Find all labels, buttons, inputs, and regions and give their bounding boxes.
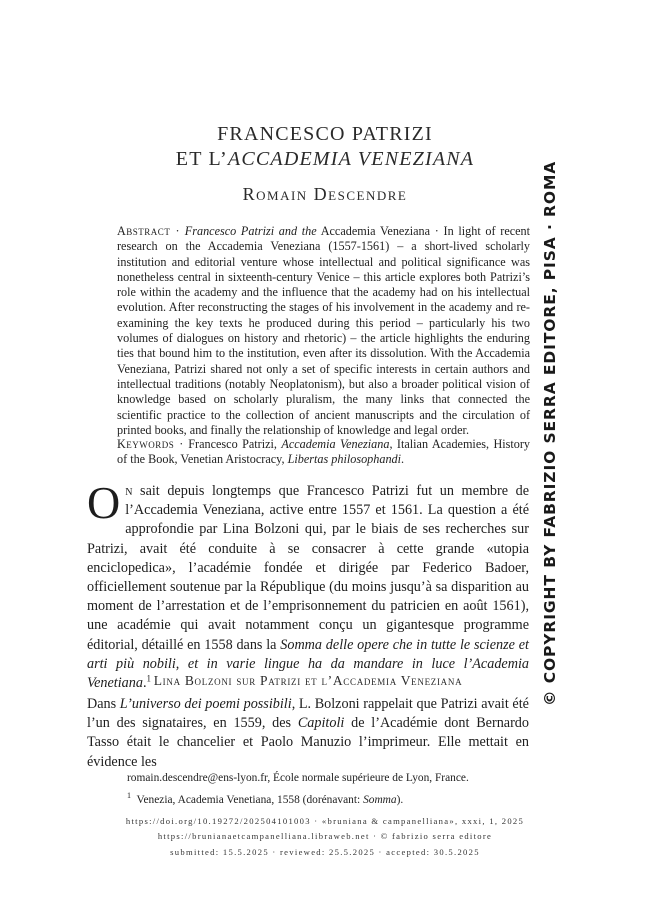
keywords-end: .: [401, 452, 405, 467]
abstract-title-rest: Accademia Veneziana ·: [316, 224, 444, 238]
copyright-sidebar: © COPYRIGHT BY FABRIZIO SERRA EDITORE, PISA · ROMA: [541, 160, 559, 706]
abstract: [117, 224, 530, 438]
footnote-ref-1[interactable]: 1: [146, 673, 151, 684]
paragraph-1-end: .: [142, 675, 147, 692]
keywords-text-2: , Italian Academies, History of the Book, Venetian Aristocracy,: [117, 437, 531, 467]
abstract-text: In light of recent research on the Accademia Veneziana (1557-1561) – a short-lived scholarly institution and editorial venture whose intellectual and political significance was nonetheless central in sixteenth-century Venice – this article explores both Patrizi’s role within the academy and the influence that the academy had on his intellectual evolution. After reconstructing the stages of his involvement in the academy and re-examining the key texts he produced during this period – particularly his two volumes of dialogues on history and rhetoric) – the article highlights the enduring ties that bound him to the institution, even after its dissolution. With the Accademia Veneziana, Patrizi shared not only a set of specific interests in certain authors and intellectual traditions (notably Neoplatonism), but also a broader political vision of knowledge based on scholarly pluralism, the many links that connected the scientific practice to the collection of ancient manuscripts and the circulation of printed books, and finally the relationship of knowledge and legal order.: [117, 224, 531, 437]
abstract-title-italic: Francesco Patrizi and the: [184, 224, 317, 238]
submission-dates: submitted: 15.5.2025 · reviewed: 25.5.2025 · accepted: 30.5.2025: [170, 847, 480, 857]
keywords-italic-1: Accademia Veneziana: [281, 437, 390, 451]
paragraph-2-italic-1: L’universo dei poemi possibili: [119, 696, 292, 712]
footnote-1-text: Venezia, Academia Venetiana, 1558 (dorénavant:: [136, 793, 364, 806]
first-word-small-caps: n: [125, 483, 133, 499]
author-name: Romain Descendre: [242, 184, 408, 204]
body-paragraph-2: [87, 695, 529, 772]
title-italic: ACCADEMIA VENEZIANA: [227, 148, 475, 170]
title-prefix: ET L’: [175, 148, 228, 170]
paragraph-2-text-b: , L. Bolzoni rappelait que Patrizi avait été l’un des signataires, en 1559, des: [87, 696, 529, 732]
footnote-1-number: 1: [127, 791, 131, 800]
paragraph-2-italic-2: Capitoli: [297, 715, 345, 732]
article-title-line1: FRANCESCO PATRIZI: [217, 123, 433, 145]
footnote-1: [127, 787, 527, 809]
section-heading: Lina Bolzoni sur Patrizi et l’Accademia Veneziana: [153, 673, 463, 688]
keywords-text-1: Francesco Patrizi,: [183, 437, 282, 451]
keywords-italic-2: Libertas philosophandi: [287, 452, 402, 467]
doi-line[interactable]: https://doi.org/10.19272/202504101003 · «bruniana & campanelliana», xxxi, 1, 2025: [125, 816, 525, 826]
body-paragraph-1: [87, 477, 529, 693]
footnotes: [127, 770, 527, 809]
keywords-label: Keywords ·: [117, 437, 184, 451]
paragraph-2-text-a: Dans: [87, 696, 120, 712]
footnote-1-end: ).: [396, 793, 404, 806]
website-line[interactable]: https://brunianaetcampanelliana.libraweb.net · © fabrizio serra editore: [157, 831, 493, 841]
paragraph-1-text: sait depuis longtemps que Francesco Patrizi fut un membre de l’Accademia Veneziana, active entre 1557 et 1561. La question a été approfondie par Lina Bolzoni qui, par le biais de ses recherches sur Patrizi, avait été conduite à se consacrer à cette grande «utopia enciclopedica», l’académie fondée et dirigée par Federico Badoer, officiellement soutenue par la République (du moins jusqu’à sa disparition au moment de l’arrestation et de l’emprisonnement du patricien en août 1561), une académie qui avait notamment conçu un gigantesque programme éditorial, détaillé en 1558 dans la: [87, 483, 529, 653]
footnote-1-italic: Somma: [363, 793, 397, 806]
drop-cap: O: [87, 477, 121, 528]
abstract-label: Abstract ·: [117, 224, 181, 238]
paragraph-1-italic: Somma delle opere che in tutte le scienze et arti più nobili, et in varie lingue ha da mandare in luce l’Academia Venetiana: [87, 636, 529, 692]
author-contact: romain.descendre@ens-lyon.fr, École normale supérieure de Lyon, France.: [127, 772, 469, 784]
keywords: [117, 437, 530, 468]
paragraph-2-text-c: de l’Académie dont Bernardo Tasso était le chancelier et Paolo Manuzio l’imprimeur. Elle mettait en évidence les: [87, 715, 529, 770]
